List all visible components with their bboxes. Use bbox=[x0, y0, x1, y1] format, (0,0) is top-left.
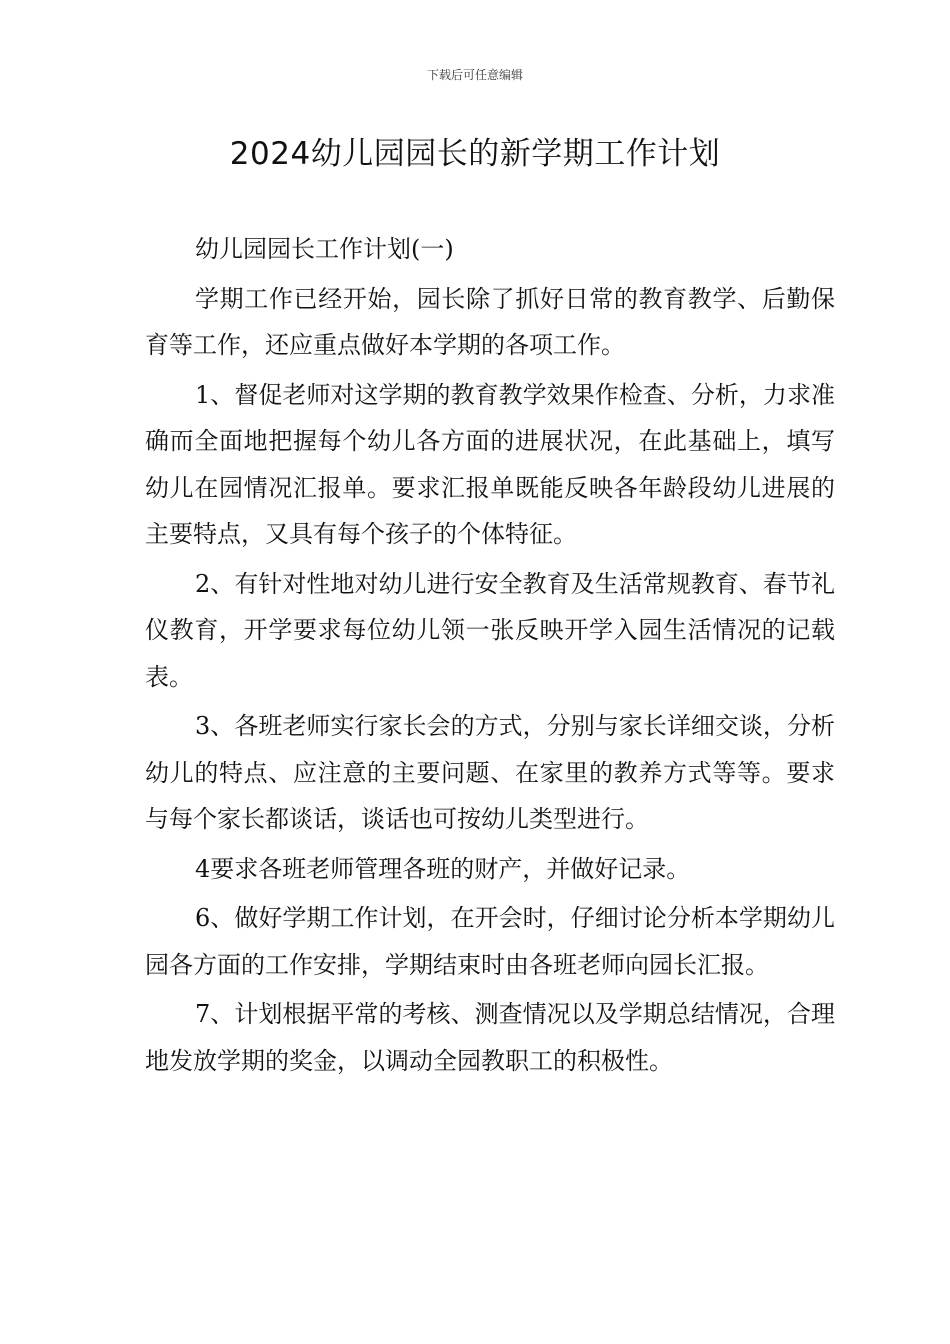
paragraph-intro: 学期工作已经开始，园长除了抓好日常的教育教学、后勤保育等工作，还应重点做好本学期的各项工作。 bbox=[145, 284, 835, 359]
paragraph-item-3: 3、各班老师实行家长会的方式，分别与家长详细交谈，分析幼儿的特点、应注意的主要问题、在家里的教养方式等等。要求与每个家长都谈话，谈话也可按幼儿类型进行。 bbox=[145, 712, 835, 833]
paragraph-item-2: 2、有针对性地对幼儿进行安全教育及生活常规教育、春节礼仪教育，开学要求每位幼儿领一张反映开学入园生活情况的记载表。 bbox=[145, 569, 835, 691]
section-heading: 幼儿园园长工作计划(一) bbox=[195, 235, 454, 263]
document-title: 2024幼儿园园长的新学期工作计划 bbox=[229, 136, 721, 172]
paragraph-item-7: 7、计划根据平常的考核、测查情况以及学期总结情况，合理地发放学期的奖金，以调动全园教职工的积极性。 bbox=[145, 1000, 835, 1075]
paragraph-item-4: 4要求各班老师管理各班的财产，并做好记录。 bbox=[195, 854, 691, 883]
paragraph-item-1: 1、督促老师对这学期的教育教学效果作检查、分析，力求准确而全面地把握每个幼儿各方面的进展状况，在此基础上，填写幼儿在园情况汇报单。要求汇报单既能反映各年龄段幼儿进展的主要特点，又具有每个孩子的个体特征。 bbox=[145, 380, 835, 548]
header-note: 下载后可任意编辑 bbox=[426, 68, 523, 82]
document-body bbox=[145, 226, 835, 1087]
paragraph-item-6: 6、做好学期工作计划，在开会时，仔细讨论分析本学期幼儿园各方面的工作安排，学期结束时由各班老师向园长汇报。 bbox=[145, 904, 835, 979]
